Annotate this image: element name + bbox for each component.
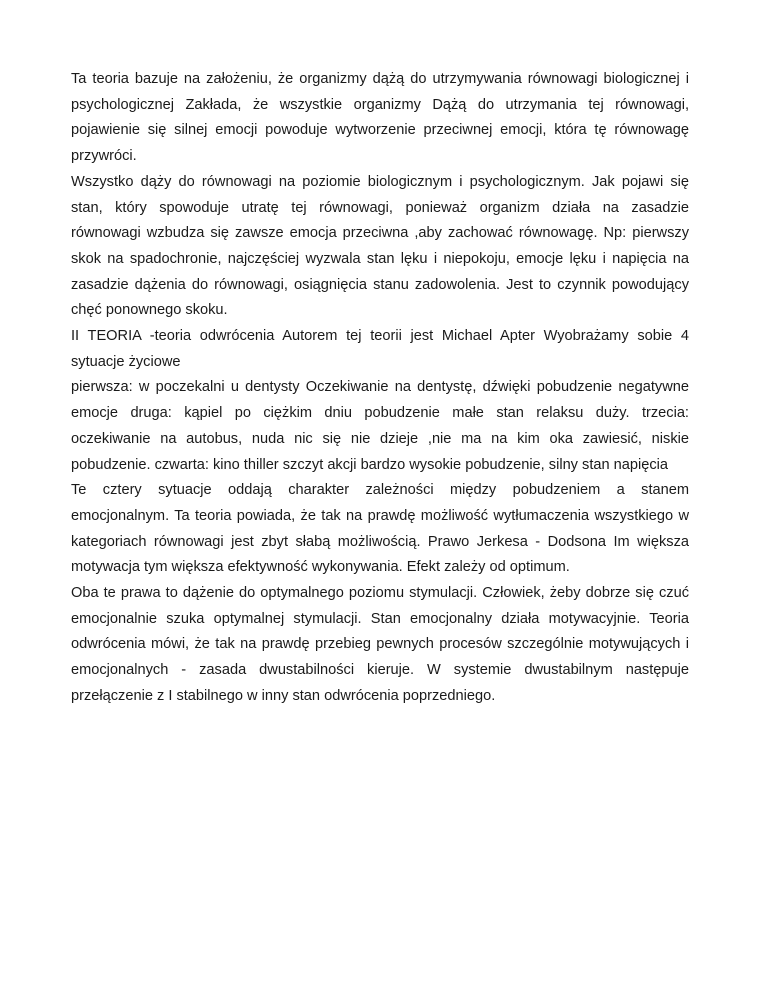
text-line: pierwsza: w poczekalni u dentysty Oczekiwanie na dentystę, dźwięki pobudzenie negatywne	[71, 379, 689, 396]
text-line: zasadzie dążenia do równowagi, osiągnięcia stanu zadowolenia. Jest to czynnik powodujący	[71, 276, 689, 293]
paragraph-5	[71, 478, 689, 581]
text-line: emocjonalnym. Ta teoria powiada, że tak na prawdę możliwość wytłumaczenia wszystkiego w	[71, 507, 689, 524]
text-line: Oba te prawa to dążenie do optymalnego poziomu stymulacji. Człowiek, żeby dobrze się czuć	[71, 585, 689, 602]
text-line: psychologicznej Zakłada, że wszystkie organizmy Dążą do utrzymania tej równowagi,	[71, 96, 689, 113]
document-page	[71, 67, 689, 710]
text-line: sytuacje życiowe	[71, 353, 181, 370]
text-line: emocjonalnych - zasada dwustabilności kieruje. W systemie dwustabilnym następuje	[71, 662, 689, 679]
text-line: motywacja tym większa efektywność wykonywania. Efekt zależy od optimum.	[71, 559, 570, 576]
text-line: przywróci.	[71, 148, 137, 165]
text-line: przełączenie z I stabilnego w inny stan odwrócenia poprzedniego.	[71, 687, 496, 704]
text-line: oczekiwanie na autobus, nuda nic się nie dzieje ,nie ma na kim oka zawiesić, niskie	[71, 430, 689, 447]
paragraph-2	[71, 170, 689, 324]
text-line: emocjonalnie szuka optymalnej stymulacji. Stan emocjonalny działa motywacyjnie. Teoria	[71, 610, 689, 627]
text-line: Wszystko dąży do równowagi na poziomie biologicznym i psychologicznym. Jak pojawi się	[71, 173, 689, 190]
text-line: Ta teoria bazuje na założeniu, że organizmy dążą do utrzymywania równowagi biologicznej i	[71, 71, 689, 87]
text-line: stan, który spowoduje utratę tej równowagi, ponieważ organizm działa na zasadzie	[71, 199, 689, 216]
text-line: odwrócenia mówi, że tak na prawdę przebieg pewnych procesów szczególnie motywujących i	[71, 636, 689, 653]
text-line: kategoriach równowagi jest zbyt słabą możliwością. Prawo Jerkesa - Dodsona Im większa	[71, 533, 689, 550]
text-line: pobudzenie. czwarta: kino thiller szczyt akcji bardzo wysokie pobudzenie, silny stan napięcia	[71, 456, 669, 473]
text-line: pojawienie się silnej emocji powoduje wytworzenie przeciwnej emocji, która tę równowagę	[71, 122, 689, 139]
text-line: równowagi wzbudza się zawsze emocja przeciwna ,aby zachować równowagę. Np: pierwszy	[71, 225, 689, 242]
text-line: skok na spadochronie, najczęściej wyzwala stan lęku i niepokoju, emocje lęku i napięcia na	[71, 250, 689, 267]
paragraph-4	[71, 375, 689, 478]
paragraph-6	[71, 581, 689, 710]
paragraph-1	[71, 67, 689, 170]
text-line: Te cztery sytuacje oddają charakter zależności między pobudzeniem a stanem	[71, 482, 689, 499]
paragraph-3	[71, 324, 689, 375]
text-line: chęć ponownego skoku.	[71, 302, 228, 319]
text-line: II TEORIA -teoria odwrócenia Autorem tej teorii jest Michael Apter Wyobrażamy sobie 4	[71, 328, 689, 345]
text-line: emocje druga: kąpiel po ciężkim dniu pobudzenie małe stan relaksu duży. trzecia:	[71, 405, 689, 422]
